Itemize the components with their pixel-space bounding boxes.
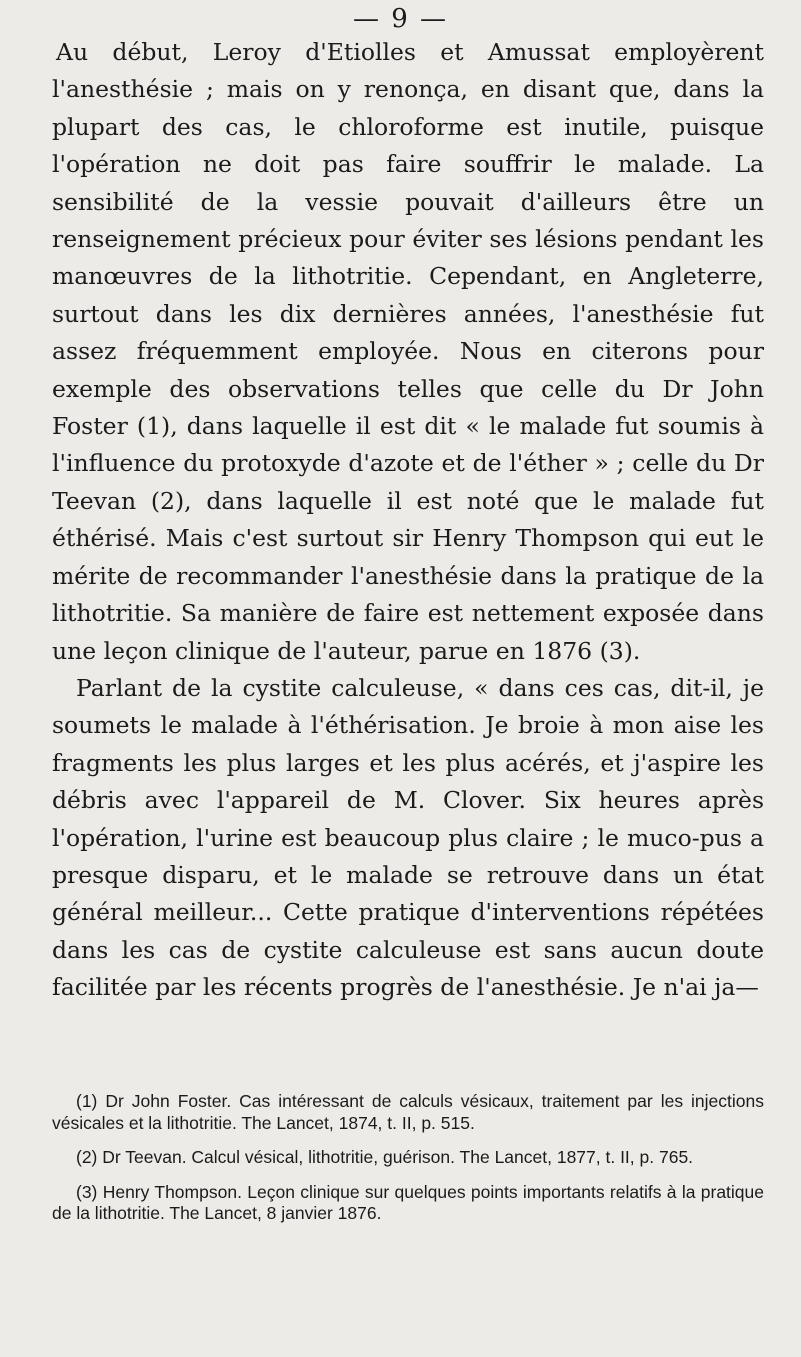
main-text [52,34,764,1007]
footnote-2: (2) Dr Teevan. Calcul vésical, lithotritie, guérison. The Lancet, 1877, t. II, p. 765. [76,1147,694,1167]
paragraph-1: Au début, Leroy d'Etiolles et Amussat employèrent l'anesthésie ; mais on y renonça, en disant que, dans la plupart des cas, le chloroforme est inutile, puisque l'opération ne doit pas faire souffrir le malade. La sensibilité de la vessie pouvait d'ailleurs être un renseignement précieux pour éviter ses lésions pendant les manœuvres de la lithotritie. Cependant, en Angleterre, surtout dans les dix dernières années, l'anesthésie fut assez fréquemment employée. Nous en citerons pour exemple des observations telles que celle du Dr John Foster (1), dans laquelle il est dit « le malade fut soumis à l'influence du protoxyde d'azote et de l'éther » ; celle du Dr Teevan (2), dans laquelle il est noté que le malade fut éthérisé. Mais c'est surtout sir Henry Thompson qui eut le mérite de recommander l'anesthésie dans la pratique de la lithotritie. Sa manière de faire est nettement exposée dans une leçon clinique de l'auteur, parue en 1876 (3). [52,38,764,665]
paragraph-2: Parlant de la cystite calculeuse, « dans ces cas, dit-il, je soumets le malade à l'éthérisation. Je broie à mon aise les fragments les plus larges et les plus acérés, et j'aspire les débris avec l'appareil de M. Clover. Six heures après l'opération, l'urine est beaucoup plus claire ; le muco-pus a presque disparu, et le malade se retrouve dans un état général meilleur... Cette pratique d'interventions répétées dans les cas de cystite calculeuse est sans aucun doute facilitée par les récents progrès de l'anesthésie. Je n'ai ja— [52,673,764,1002]
footnote-3: (3) Henry Thompson. Leçon clinique sur quelques points importants relatifs à la pratique de la lithotritie. The Lancet, 8 janvier 1876. [52,1181,764,1223]
footnote-1: (1) Dr John Foster. Cas intéressant de calculs vésicaux, traitement par les injections vésicales et la lithotritie. The Lancet, 1874, t. II, p. 515. [52,1091,764,1133]
footnotes [52,1091,764,1238]
page-number: — 9 — [352,4,449,34]
